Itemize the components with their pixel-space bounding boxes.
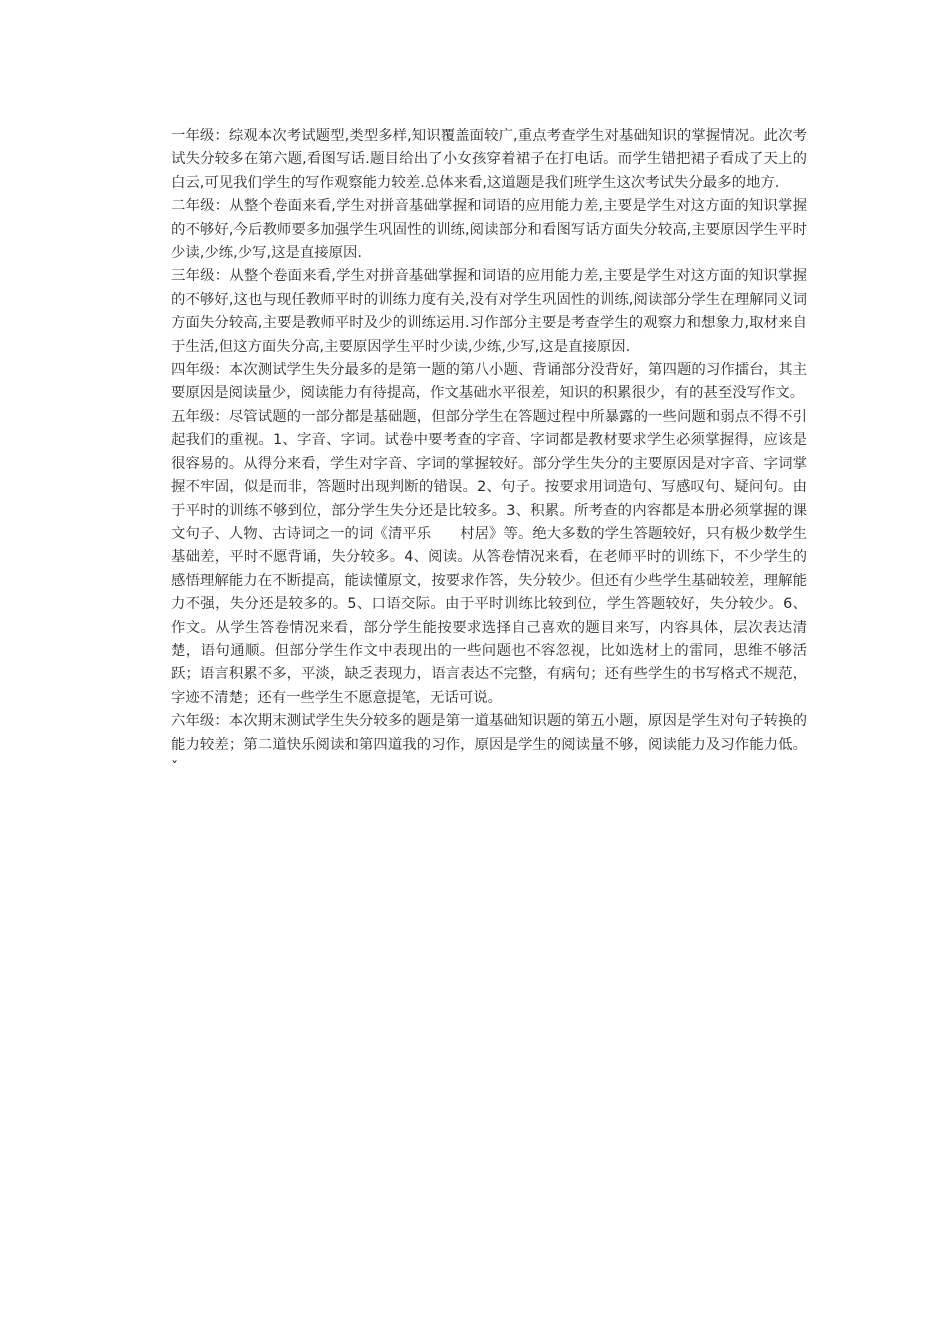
- paragraph-grade-1: 一年级：综观本次考试题型,类型多样,知识覆盖面较广,重点考查学生对基础知识的掌握情况。此次考试失分较多在第六题,看图写话.题目给出了小女孩穿着裙子在打电话。而学生错把裙子看成了天上的白云,可见我们学生的写作观察能力较差.总体来看,这道题是我们班学生这次考试失分最多的地方.: [171, 128, 807, 191]
- paragraph-grade-4: 四年级：本次测试学生失分最多的是第一题的第八小题、背诵部分没背好，第四题的习作擂台，其主要原因是阅读量少，阅读能力有待提高，作文基础水平很差，知识的积累很少，有的甚至没写作文。: [171, 362, 807, 402]
- document-body: [171, 125, 807, 780]
- paragraph-grade-5: 五年级：尽管试题的一部分都是基础题，但部分学生在答题过程中所暴露的一些问题和弱点不得不引起我们的重视。1、字音、字词。试卷中要考查的字音、字词都是教材要求学生必须掌握得，应该是很容易的。从得分来看，学生对字音、字词的掌握较好。部分学生失分的主要原因是对字音、字词掌握不牢固，似是而非，答题时出现判断的错误。2、句子。按要求用词造句、写感叹句、疑问句。由于平时的训练不够到位，部分学生失分还是比较多。3、积累。所考查的内容都是本册必须掌握的课文句子、人物、古诗词之一的词《清平乐 村居》等。绝大多数的学生答题较好，只有极少数学生基础差，平时不愿背诵，失分较多。4、阅读。从答卷情况来看，在老师平时的训练下，不少学生的感悟理解能力在不断提高，能读懂原文，按要求作答，失分较少。但还有少些学生基础较差，理解能力不强，失分还是较多的。5、口语交际。由于平时训练比较到位，学生答题较好，失分较少。6、作文。从学生答卷情况来看，部分学生能按要求选择自己喜欢的题目来写，内容具体，层次表达清楚，语句通顺。但部分学生作文中表现出的一些问题也不容忽视，比如选材上的雷同，思维不够活跃；语言积累不多，平淡，缺乏表现力，语言表达不完整，有病句；还有些学生的书写格式不规范，字迹不清楚；还有一些学生不愿意提笔，无话可说。: [171, 408, 807, 706]
- paragraph-grade-6: 六年级：本次期末测试学生失分较多的题是第一道基础知识题的第五小题，原因是学生对句子转换的能力较差；第二道快乐阅读和第四道我的习作，原因是学生的阅读量不够，阅读能力及习作能力低。 ˇ: [171, 713, 807, 776]
- paragraph-grade-2: 二年级：从整个卷面来看,学生对拼音基础掌握和词语的应用能力差,主要是学生对这方面的知识掌握的不够好,今后教师要多加强学生巩固性的训练,阅读部分和看图写话方面失分较高,主要原因学生平时少读,少练,少写,这是直接原因.: [171, 198, 807, 262]
- paragraph-grade-3: 三年级：从整个卷面来看,学生对拼音基础掌握和词语的应用能力差,主要是学生对这方面的知识掌握的不够好,这也与现任教师平时的训练力度有关,没有对学生巩固性的训练,阅读部分学生在理解同义词方面失分较高,主要是教师平时及少的训练运用.习作部分主要是考查学生的观察力和想象力,取材来自于生活,但这方面失分高,主要原因学生平时少读,少练,少写,这是直接原因.: [171, 268, 807, 355]
